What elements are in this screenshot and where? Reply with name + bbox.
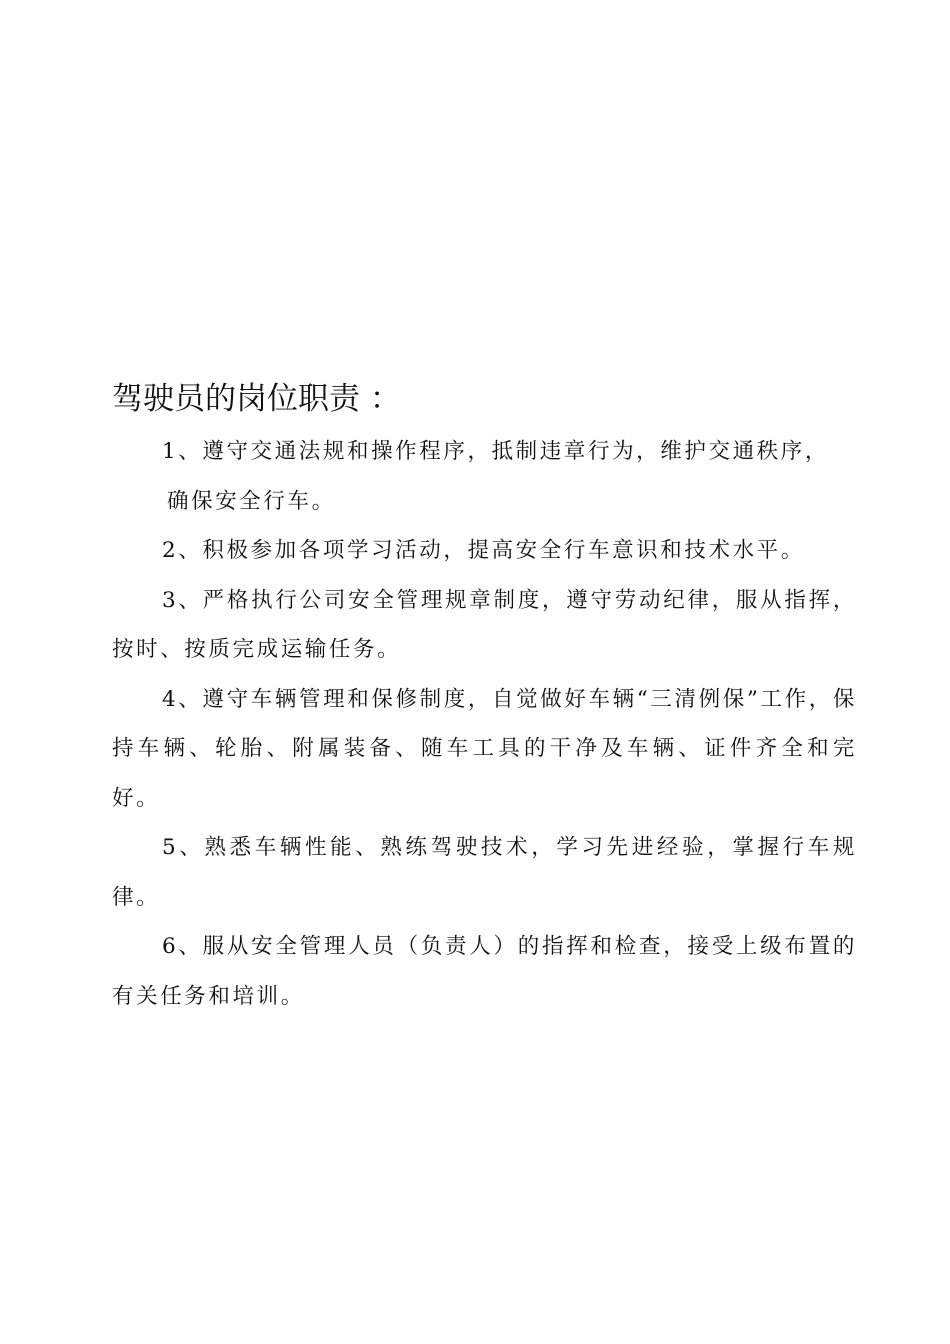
duty-item-6: 6、服从安全管理人员（负责人）的指挥和检查，接受上级布置的有关任务和培训。	[112, 934, 857, 1009]
document-title: 驾驶员的岗位职责 ：	[112, 381, 401, 417]
duty-list	[112, 427, 857, 1021]
duty-item-1	[112, 427, 857, 526]
duty-item-4: 4、遵守车辆管理和保修制度，自觉做好车辆“三清例保”工作，保持车辆、轮胎、附属装备、随车工具的干净及车辆、证件齐全和完好。	[112, 686, 857, 811]
duty-item-3: 3、严格执行公司安全管理规章制度，遵守劳动纪律，服从指挥，按时、按质完成运输任务。	[112, 587, 857, 662]
duty-item-1-line-1: 1、遵守交通法规和操作程序，抵制违章行为，维护交通秩序，	[162, 439, 829, 464]
duty-item-2: 2、积极参加各项学习活动，提高安全行车意识和技术水平。	[162, 538, 805, 563]
duty-item-5: 5、熟悉车辆性能、熟练驾驶技术，学习先进经验，掌握行车规律。	[112, 835, 857, 910]
duty-item-1-line-2: 确保安全行车。	[167, 488, 336, 514]
